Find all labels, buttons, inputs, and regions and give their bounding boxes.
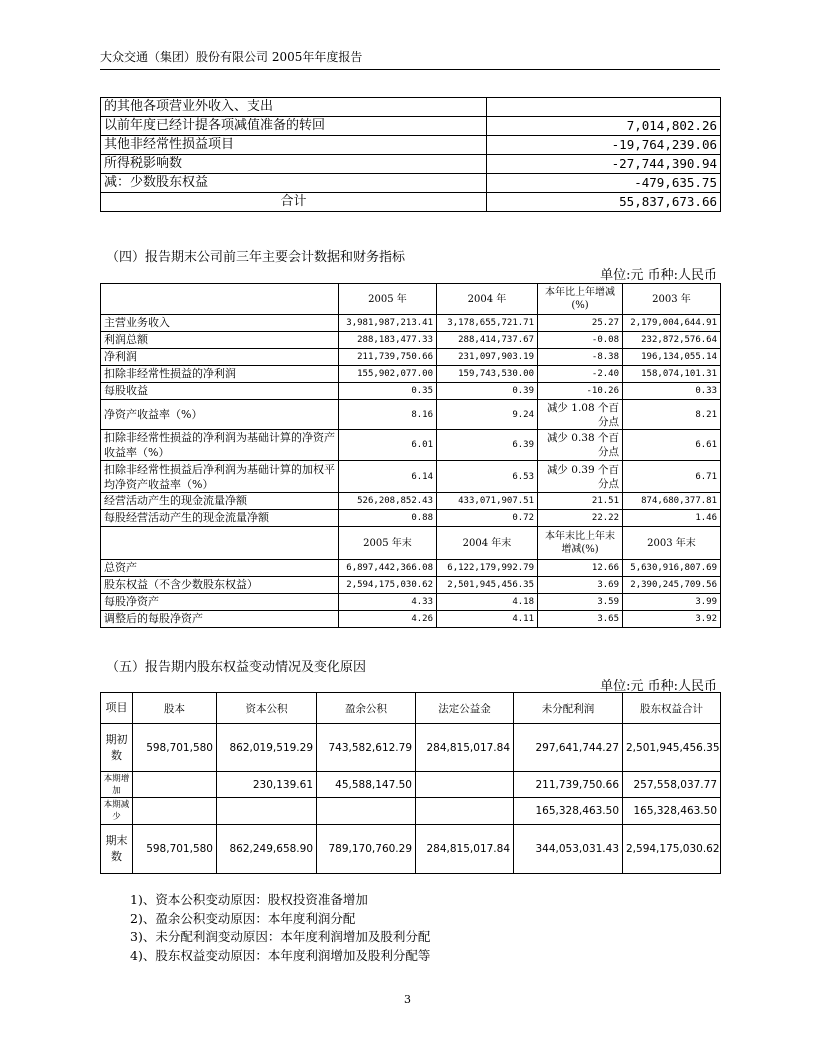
note-item: 2)、盈余公积变动原因：本年度利润分配 xyxy=(130,910,356,926)
table-row xyxy=(101,315,721,332)
equity-value: 743,582,612.79 xyxy=(317,724,416,772)
equity-value: 211,739,750.66 xyxy=(514,772,623,798)
table-row xyxy=(101,366,721,383)
metric-value: 3,178,655,721.71 xyxy=(437,315,538,332)
row-label: 本期增加 xyxy=(101,772,133,798)
table-row xyxy=(101,155,721,174)
equity-value xyxy=(133,772,217,798)
column-header: 2005 年 xyxy=(339,284,437,315)
metric-value: 2,501,945,456.35 xyxy=(437,577,538,594)
metric-value: 0.35 xyxy=(339,383,437,400)
page-number: 3 xyxy=(404,993,411,1006)
equity-value: 598,701,580 xyxy=(133,724,217,772)
table-row xyxy=(101,383,721,400)
equity-value: 2,594,175,030.62 xyxy=(623,825,721,874)
table-row xyxy=(101,724,721,772)
equity-value: 297,641,744.27 xyxy=(514,724,623,772)
table-row xyxy=(101,798,721,825)
equity-value xyxy=(416,772,514,798)
equity-changes-table xyxy=(100,692,721,874)
equity-value: 45,588,147.50 xyxy=(317,772,416,798)
table-row xyxy=(101,594,721,611)
column-header: 资本公积 xyxy=(217,693,317,724)
metric-value: 6,897,442,366.08 xyxy=(339,560,437,577)
metric-value: 6.53 xyxy=(437,461,538,493)
metric-value: 0.72 xyxy=(437,510,538,527)
metric-label: 扣除非经常性损益的净利润为基础计算的净资产收益率（%） xyxy=(101,430,339,461)
change-reasons-list xyxy=(130,891,430,965)
column-header: 2005 年末 xyxy=(339,527,437,560)
header-row xyxy=(101,693,721,724)
metric-label: 调整后的每股净资产 xyxy=(101,611,339,628)
metric-value: 231,097,903.19 xyxy=(437,349,538,366)
equity-value: 789,170,760.29 xyxy=(317,825,416,874)
metric-label: 扣除非经常性损益后净利润为基础计算的加权平均净资产收益率（%） xyxy=(101,461,339,493)
row-label: 期末数 xyxy=(101,825,133,874)
note-item: 1)、资本公积变动原因：股权投资准备增加 xyxy=(130,892,368,907)
equity-value: 598,701,580 xyxy=(133,825,217,874)
table-row xyxy=(101,193,721,212)
column-header: 项目 xyxy=(101,693,133,724)
metric-value: 3.69 xyxy=(538,577,623,594)
item-amount: -19,764,239.06 xyxy=(487,136,721,155)
column-header: 2004 年末 xyxy=(437,527,538,560)
metric-value: 3.99 xyxy=(623,594,721,611)
column-header: 法定公益金 xyxy=(416,693,514,724)
equity-value: 257,558,037.77 xyxy=(623,772,721,798)
section-4-unit: 单位:元 币种:人民币 xyxy=(600,268,717,283)
metric-value: 6.14 xyxy=(339,461,437,493)
metric-value: 25.27 xyxy=(538,315,623,332)
equity-value xyxy=(317,798,416,825)
equity-value xyxy=(217,798,317,825)
metric-label: 每股收益 xyxy=(101,383,339,400)
metric-value: 减少 0.39 个百分点 xyxy=(538,461,623,493)
metric-value: 158,074,101.31 xyxy=(623,366,721,383)
metric-value: 3.65 xyxy=(538,611,623,628)
metric-value: 6,122,179,992.79 xyxy=(437,560,538,577)
metric-label: 总资产 xyxy=(101,560,339,577)
table-row xyxy=(101,772,721,798)
header-divider xyxy=(100,69,720,70)
equity-value: 165,328,463.50 xyxy=(514,798,623,825)
metric-value: 4.11 xyxy=(437,611,538,628)
metric-value: 6.61 xyxy=(623,430,721,461)
metric-label: 每股净资产 xyxy=(101,594,339,611)
metric-value: 9.24 xyxy=(437,400,538,430)
column-header: 本年比上年增减(%) xyxy=(538,284,623,315)
metric-value: 22.22 xyxy=(538,510,623,527)
table-row xyxy=(101,136,721,155)
item-label: 减：少数股东权益 xyxy=(101,174,487,193)
metric-value: 6.71 xyxy=(623,461,721,493)
non-recurring-items-table xyxy=(100,97,721,212)
equity-value: 344,053,031.43 xyxy=(514,825,623,874)
equity-value: 284,815,017.84 xyxy=(416,825,514,874)
column-header xyxy=(101,284,339,315)
metric-label: 经营活动产生的现金流量净额 xyxy=(101,493,339,510)
financial-indicators-table xyxy=(100,283,721,628)
equity-value: 862,249,658.90 xyxy=(217,825,317,874)
metric-value: 12.66 xyxy=(538,560,623,577)
equity-value: 230,139.61 xyxy=(217,772,317,798)
metric-label: 股东权益（不含少数股东权益） xyxy=(101,577,339,594)
table-row xyxy=(101,98,721,117)
metric-label: 扣除非经常性损益的净利润 xyxy=(101,366,339,383)
column-header: 2003 年 xyxy=(623,284,721,315)
metric-value: 2,179,004,644.91 xyxy=(623,315,721,332)
metric-value: 196,134,055.14 xyxy=(623,349,721,366)
item-label: 其他非经常性损益项目 xyxy=(101,136,487,155)
metric-value: -0.08 xyxy=(538,332,623,349)
metric-value: 211,739,750.66 xyxy=(339,349,437,366)
metric-value: 4.18 xyxy=(437,594,538,611)
metric-label: 主营业务收入 xyxy=(101,315,339,332)
table-row xyxy=(101,174,721,193)
metric-value: 6.01 xyxy=(339,430,437,461)
item-label: 所得税影响数 xyxy=(101,155,487,174)
item-amount: -479,635.75 xyxy=(487,174,721,193)
column-header: 2003 年末 xyxy=(623,527,721,560)
metric-value: 减少 0.38 个百分点 xyxy=(538,430,623,461)
item-amount: 7,014,802.26 xyxy=(487,117,721,136)
metric-value: 159,743,530.00 xyxy=(437,366,538,383)
table-row xyxy=(101,461,721,493)
header-row xyxy=(101,284,721,315)
metric-value: 155,902,077.00 xyxy=(339,366,437,383)
metric-value: 5,630,916,807.69 xyxy=(623,560,721,577)
metric-value: -10.26 xyxy=(538,383,623,400)
table-row xyxy=(101,611,721,628)
header-row xyxy=(101,527,721,560)
metric-value: 0.33 xyxy=(623,383,721,400)
metric-value: 433,071,907.51 xyxy=(437,493,538,510)
column-header: 本年末比上年末增减(%) xyxy=(538,527,623,560)
equity-value: 284,815,017.84 xyxy=(416,724,514,772)
column-header xyxy=(101,527,339,560)
metric-label: 净利润 xyxy=(101,349,339,366)
metric-value: 874,680,377.81 xyxy=(623,493,721,510)
section-5-unit: 单位:元 币种:人民币 xyxy=(600,679,717,694)
table-row xyxy=(101,493,721,510)
metric-value: -8.38 xyxy=(538,349,623,366)
column-header: 盈余公积 xyxy=(317,693,416,724)
equity-value xyxy=(133,798,217,825)
metric-value: 526,208,852.43 xyxy=(339,493,437,510)
section-4-title: （四）报告期末公司前三年主要会计数据和财务指标 xyxy=(106,250,406,265)
column-header: 2004 年 xyxy=(437,284,538,315)
item-amount: -27,744,390.94 xyxy=(487,155,721,174)
equity-value xyxy=(416,798,514,825)
item-amount: 55,837,673.66 xyxy=(487,193,721,212)
column-header: 股东权益合计 xyxy=(623,693,721,724)
metric-value: 2,390,245,709.56 xyxy=(623,577,721,594)
metric-value: 减少 1.08 个百分点 xyxy=(538,400,623,430)
table-row xyxy=(101,510,721,527)
item-label: 合计 xyxy=(101,193,487,212)
equity-value: 2,501,945,456.35 xyxy=(623,724,721,772)
metric-value: 8.21 xyxy=(623,400,721,430)
metric-value: 0.88 xyxy=(339,510,437,527)
equity-value: 862,019,519.29 xyxy=(217,724,317,772)
metric-value: 288,414,737.67 xyxy=(437,332,538,349)
metric-value: 21.51 xyxy=(538,493,623,510)
metric-value: 232,872,576.64 xyxy=(623,332,721,349)
metric-value: 8.16 xyxy=(339,400,437,430)
table-row xyxy=(101,577,721,594)
report-header: 大众交通（集团）股份有限公司 2005年年度报告 xyxy=(100,50,363,64)
note-item: 4)、股东权益变动原因：本年度利润增加及股利分配等 xyxy=(130,947,431,963)
section-5-title: （五）报告期内股东权益变动情况及变化原因 xyxy=(106,660,367,675)
metric-value: 2,594,175,030.62 xyxy=(339,577,437,594)
item-label: 以前年度已经计提各项减值准备的转回 xyxy=(101,117,487,136)
metric-value: 4.26 xyxy=(339,611,437,628)
table-row xyxy=(101,332,721,349)
metric-value: -2.40 xyxy=(538,366,623,383)
equity-value: 165,328,463.50 xyxy=(623,798,721,825)
table-row xyxy=(101,825,721,874)
note-item: 3)、未分配利润变动原因：本年度利润增加及股利分配 xyxy=(130,929,431,944)
table-row xyxy=(101,560,721,577)
metric-value: 3.92 xyxy=(623,611,721,628)
metric-value: 0.39 xyxy=(437,383,538,400)
table-row xyxy=(101,430,721,461)
metric-label: 净资产收益率（%） xyxy=(101,400,339,430)
metric-value: 1.46 xyxy=(623,510,721,527)
item-label: 的其他各项营业外收入、支出 xyxy=(101,98,487,117)
metric-label: 每股经营活动产生的现金流量净额 xyxy=(101,510,339,527)
item-amount xyxy=(487,98,721,117)
column-header: 未分配利润 xyxy=(514,693,623,724)
row-label: 期初数 xyxy=(101,724,133,772)
table-row xyxy=(101,400,721,430)
table-row xyxy=(101,117,721,136)
column-header: 股本 xyxy=(133,693,217,724)
metric-value: 4.33 xyxy=(339,594,437,611)
metric-value: 288,183,477.33 xyxy=(339,332,437,349)
row-label: 本期减少 xyxy=(101,798,133,825)
metric-label: 利润总额 xyxy=(101,332,339,349)
metric-value: 6.39 xyxy=(437,430,538,461)
metric-value: 3,981,987,213.41 xyxy=(339,315,437,332)
metric-value: 3.59 xyxy=(538,594,623,611)
table-row xyxy=(101,349,721,366)
